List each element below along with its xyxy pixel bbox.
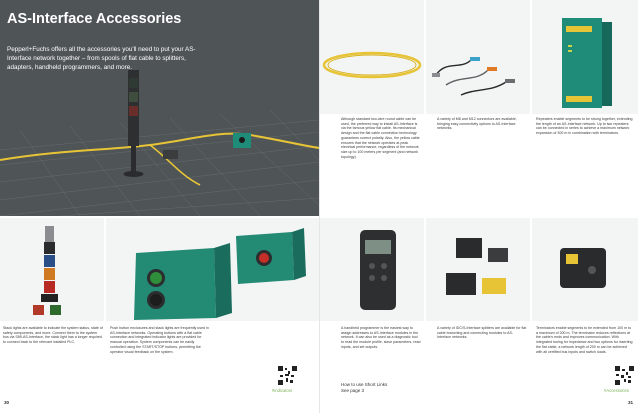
short-links-page: See page 3 <box>341 387 365 393</box>
tower-light-caption: Stack lights are available to indicate the system status, state of safety components, and more. Connect them to the system bus via S89-AS-Interface, the stack light has a longer required to connect back to the relevant installed PLC. <box>3 326 103 345</box>
push-button-caption: Push button enclosures and stack lights are frequently used in AS-Interface networks. Operating buttons with a flat cable connection and integrated indicator lights are provided for manual operation. System components can be easily controlled using the START/STOP buttons, permitting the operator visual feedback on the system. <box>110 326 209 354</box>
terminators-caption: Terminators enable segments to be extended from 100 m to a maximum of 200 m. The terminator reduces reflections at the cable's ends and improves communication. With integrated tuning for impedance and two options for inserting the flat cable, a network length of 200 m can be achieved with all certified bus inputs and switch loads. <box>536 326 633 354</box>
network-scene-image <box>0 0 319 216</box>
page-number: 31 <box>628 400 634 405</box>
splitters-photo <box>426 218 530 321</box>
flat-cable-photo <box>320 0 424 114</box>
push-button-photo <box>106 218 319 321</box>
page-title: AS-Interface Accessories <box>7 11 182 27</box>
handheld-caption: A handheld programmer is the easiest way to assign addresses to AS-Interface modules in the network. It can also be used as a diagnostic tool to read the module profile, slave parameters, read inputs, and set outputs. <box>341 326 421 349</box>
short-links-title: How to use Short Links <box>341 382 388 387</box>
hero-panel <box>0 0 319 216</box>
handheld-photo <box>320 218 424 321</box>
repeater-caption: Repeaters enable segments to be strung together, extending the length of an AS-Interface network. Up to two repeaters can be connected in series to achieve a maximum network expansion of 300 m in combination with terminators. <box>536 117 633 136</box>
qr-short-link[interactable]: #Accessories <box>604 388 629 393</box>
intro-text: Pepperl+Fuchs offers all the accessories you'll need to put your AS-Interface network together – from spools of flat cable to splitters, adapters, handheld programmers, and more. <box>7 46 196 72</box>
terminators-photo <box>532 218 638 321</box>
qr-code[interactable] <box>615 366 634 385</box>
connectors-caption: A variety of M8 and M12 connectors are available, bringing easy connectivity options to AS-Interface networks. <box>437 117 517 131</box>
splitters-caption: A variety of IDC/S-Interface splitters are available for flat cable branching and connecting modules to AS-Interface networks. <box>437 326 527 340</box>
tower-light-photo <box>0 218 104 321</box>
qr-code[interactable] <box>278 366 297 385</box>
connectors-photo <box>426 0 530 114</box>
flat-cable-caption: Although standard two-wire round cable can be used, the preferred way to install AS-Interface is via the famous yellow flat cable. Its mechanical design and the flat cable connection technology guarantees correct polarity. Also, the yellow cable ensures that the network operates at peak electrical performance, regardless of the network size up to 100 meters per segment (and network topology). <box>341 117 420 159</box>
page-number: 30 <box>4 400 10 405</box>
short-links-hint <box>341 382 387 393</box>
qr-short-link[interactable]: #indicators <box>272 388 293 393</box>
repeater-photo <box>532 0 638 114</box>
